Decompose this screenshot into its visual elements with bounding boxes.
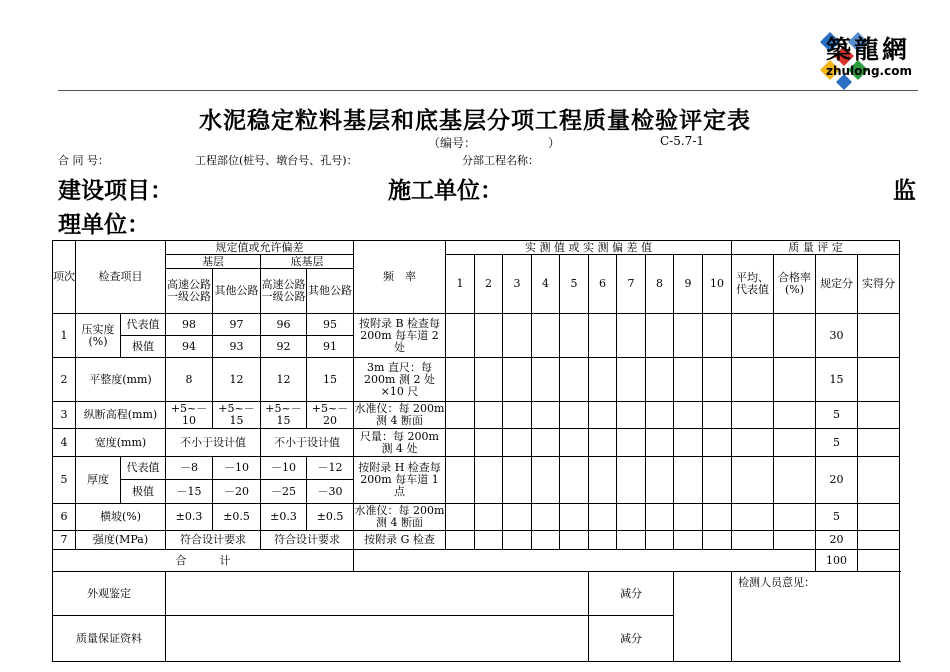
measure-cell[interactable] [475,531,503,550]
quality-header: 质 量 评 定 [732,241,900,255]
value-cell: ±0.5 [307,504,354,531]
measure-cell[interactable] [703,504,732,531]
value-cell: 不小于设计值 [261,429,354,457]
measure-cell[interactable] [674,429,703,457]
quality-table [52,240,900,662]
measure-cell[interactable] [617,314,646,358]
measure-cell[interactable] [560,314,589,358]
row-spec-score: 5 [816,429,858,457]
measure-cell[interactable] [589,531,617,550]
col-5-header: 5 [560,255,589,314]
measure-cell[interactable] [503,504,532,531]
measure-cell[interactable] [532,457,560,504]
measure-cell[interactable] [475,402,503,429]
row-no: 1 [53,314,76,358]
measure-cell[interactable] [532,504,560,531]
measure-cell[interactable] [617,457,646,504]
row-spec-score: 15 [816,358,858,402]
value-cell: －30 [307,480,354,504]
measure-cell[interactable] [560,504,589,531]
actual-score-cell[interactable] [858,358,900,402]
actual-score-header: 实得分 [858,255,900,314]
row-no: 5 [53,457,76,504]
contract-no-label: 合 同 号： [58,154,109,167]
measure-cell[interactable] [589,429,617,457]
row-frequency: 按附录 H 检查每 200m 每车道 1 点 [354,457,446,504]
qa-docs-label: 质量保证资料 [53,616,166,662]
measure-cell[interactable] [475,429,503,457]
row-no: 2 [53,358,76,402]
table-row [53,457,900,480]
total-measure-cell[interactable] [354,550,816,572]
avg-cell[interactable] [732,402,774,429]
location-label: 工程部位(桩号、墩台号、孔号)： [195,154,358,167]
project-label: 建设项目： [58,177,173,204]
measure-cell[interactable] [503,531,532,550]
avg-cell[interactable] [732,314,774,358]
row-no: 7 [53,531,76,550]
header-rule [58,90,918,91]
frequency-header: 频 率 [354,241,446,314]
value-cell: 12 [213,358,261,402]
avg-cell[interactable] [732,504,774,531]
avg-cell[interactable] [732,358,774,402]
value-cell: －15 [166,480,213,504]
row-item: 厚度 [76,457,121,504]
value-cell: +5~－15 [261,402,307,429]
measure-cell[interactable] [589,358,617,402]
pass-rate-cell[interactable] [774,402,816,429]
measure-cell[interactable] [503,402,532,429]
row-sub: 代表值 [121,314,166,336]
measure-cell[interactable] [446,402,475,429]
total-label: 合 计 [53,550,354,572]
measure-cell[interactable] [674,457,703,504]
contractor-label: 施工单位： [388,177,503,204]
row-spec-score: 20 [816,531,858,550]
row-item: 压实度(%) [76,314,121,358]
value-cell: +5~－15 [213,402,261,429]
row-sub: 极值 [121,480,166,504]
col-3-header: 3 [503,255,532,314]
value-cell: －12 [307,457,354,480]
appearance-cell[interactable] [166,572,589,616]
value-cell: 15 [307,358,354,402]
avg-cell[interactable] [732,457,774,504]
total-actual-cell[interactable] [858,550,900,572]
row-sub: 极值 [121,336,166,358]
table-row [53,504,900,531]
measure-cell[interactable] [646,402,674,429]
measure-cell[interactable] [703,314,732,358]
total-score: 100 [816,550,858,572]
row-frequency: 按附录 G 检查 [354,531,446,550]
measure-cell[interactable] [646,504,674,531]
subbase-header: 底基层 [261,255,354,269]
value-cell: －25 [261,480,307,504]
measure-cell[interactable] [532,402,560,429]
measure-cell[interactable] [646,531,674,550]
actual-score-cell[interactable] [858,504,900,531]
measure-cell[interactable] [446,358,475,402]
table-row [53,402,900,429]
measure-cell[interactable] [475,314,503,358]
base-other-header: 其他公路 [213,269,261,314]
measure-cell[interactable] [617,504,646,531]
avg-cell[interactable] [732,531,774,550]
col-4-header: 4 [532,255,560,314]
measure-cell[interactable] [703,457,732,504]
number-close: ） [548,136,561,150]
measure-cell[interactable] [646,314,674,358]
value-cell: 12 [261,358,307,402]
row-item: 横坡(%) [76,504,166,531]
value-cell: －20 [213,480,261,504]
table-row [53,358,900,402]
measure-cell[interactable] [560,531,589,550]
measure-cell[interactable] [503,358,532,402]
measure-cell[interactable] [617,402,646,429]
item-no-header: 项次 [53,241,76,314]
actual-score-cell[interactable] [858,402,900,429]
value-cell: ±0.3 [261,504,307,531]
qa-docs-cell[interactable] [166,616,589,662]
pass-rate-cell[interactable] [774,531,816,550]
measure-cell[interactable] [503,429,532,457]
measure-cell[interactable] [446,429,475,457]
measure-cell[interactable] [532,531,560,550]
total-row [53,550,900,572]
row-frequency: 水准仪：每 200m 测 4 断面 [354,504,445,529]
supervisor-label-part2: 理单位： [58,211,150,238]
pass-rate-header: 合格率(%) [774,255,816,314]
col-8-header: 8 [646,255,674,314]
measure-cell[interactable] [617,358,646,402]
actual-score-cell[interactable] [858,314,900,358]
measure-cell[interactable] [532,358,560,402]
measure-cell[interactable] [475,504,503,531]
col-9-header: 9 [674,255,703,314]
avg-header: 平均、代表值 [732,255,774,314]
value-cell: 符合设计要求 [166,531,261,550]
measure-cell[interactable] [503,457,532,504]
measure-cell[interactable] [532,314,560,358]
measure-cell[interactable] [674,402,703,429]
table-row [53,531,900,550]
logo-name: 築龍網 [826,35,911,64]
measure-cell[interactable] [646,358,674,402]
tolerance-header: 规定值或允许偏差 [166,241,354,255]
measure-cell[interactable] [703,429,732,457]
measure-cell[interactable] [560,429,589,457]
value-cell: ±0.5 [213,504,261,531]
value-cell: 94 [166,336,213,358]
subbase-other-header: 其他公路 [307,269,354,314]
row-frequency: 按附录 B 检查每 200m 每车道 2 处 [354,314,446,358]
row-item: 强度(MPa) [76,531,166,550]
base-highway-header: 高速公路一级公路 [166,269,213,314]
logo-url: zhulong.com [826,64,912,78]
check-item-header: 检查项目 [76,241,166,314]
actual-score-cell[interactable] [858,429,900,457]
value-cell: 96 [261,314,307,336]
measure-cell[interactable] [446,314,475,358]
value-cell: 93 [213,336,261,358]
measure-cell[interactable] [646,429,674,457]
pass-rate-cell[interactable] [774,504,816,531]
pass-rate-cell[interactable] [774,314,816,358]
value-cell: －8 [166,457,213,480]
page-title: 水泥稳定粒料基层和底基层分项工程质量检验评定表 [199,107,751,134]
table-row [53,314,900,336]
measure-cell[interactable] [674,358,703,402]
value-cell: －10 [261,457,307,480]
value-cell: 91 [307,336,354,358]
col-6-header: 6 [589,255,617,314]
row-spec-score: 5 [816,504,858,531]
measure-cell[interactable] [446,504,475,531]
row-spec-score: 5 [816,402,858,429]
row-frequency: 水准仪：每 200m 测 4 断面 [354,402,445,427]
row-no: 4 [53,429,76,457]
measure-cell[interactable] [475,457,503,504]
row-spec-score: 20 [816,457,858,504]
measure-cell[interactable] [674,504,703,531]
col-2-header: 2 [475,255,503,314]
table-row [53,429,900,457]
row-no: 3 [53,402,76,429]
value-cell: +5~－20 [307,402,354,429]
measure-cell[interactable] [560,358,589,402]
col-10-header: 10 [703,255,732,314]
row-spec-score: 30 [816,314,858,358]
measure-cell[interactable] [446,531,475,550]
value-cell: －10 [213,457,261,480]
value-cell: 92 [261,336,307,358]
pass-rate-cell[interactable] [774,457,816,504]
measure-cell[interactable] [446,457,475,504]
value-cell: +5~－10 [166,402,213,429]
value-cell: 符合设计要求 [261,531,354,550]
col-7-header: 7 [617,255,646,314]
subproject-label: 分部工程名称： [462,154,539,167]
number-label: （编号： [428,136,477,150]
measure-cell[interactable] [560,402,589,429]
appearance-label: 外观鉴定 [53,572,166,616]
deduct-cell[interactable] [674,572,732,662]
spec-score-header: 规定分 [816,255,858,314]
measure-cell[interactable] [617,429,646,457]
row-no: 6 [53,504,76,531]
subbase-highway-header: 高速公路一级公路 [261,269,307,314]
measure-cell[interactable] [475,358,503,402]
measure-cell[interactable] [532,429,560,457]
measure-cell[interactable] [589,402,617,429]
measure-cell[interactable] [703,531,732,550]
actual-score-cell[interactable] [858,531,900,550]
value-cell: ±0.3 [166,504,213,531]
row-sub: 代表值 [121,457,166,480]
measure-cell[interactable] [503,314,532,358]
measure-cell[interactable] [589,314,617,358]
value-cell: 97 [213,314,261,336]
measure-cell[interactable] [674,531,703,550]
measure-cell[interactable] [589,457,617,504]
pass-rate-cell[interactable] [774,429,816,457]
measure-cell[interactable] [703,402,732,429]
measure-cell[interactable] [646,457,674,504]
row-item: 平整度(mm) [76,358,166,402]
deduct-label-2: 减分 [589,616,674,662]
avg-cell[interactable] [732,429,774,457]
appearance-row [53,572,900,616]
value-cell: 8 [166,358,213,402]
measured-header: 实 测 值 或 实 测 偏 差 值 [446,241,732,255]
form-id: C-5.7-1 [660,134,705,148]
deduct-label-1: 减分 [589,572,674,616]
supervisor-label-part1: 监 [893,177,916,204]
col-1-header: 1 [446,255,475,314]
base-header: 基层 [166,255,261,269]
measure-cell[interactable] [703,358,732,402]
measure-cell[interactable] [560,457,589,504]
pass-rate-cell[interactable] [774,358,816,402]
measure-cell[interactable] [674,314,703,358]
row-frequency: 3m 直尺：每 200m 测 2 处×10 尺 [354,358,446,402]
measure-cell[interactable] [589,504,617,531]
row-item: 宽度(mm) [76,429,166,457]
inspector-opinion[interactable]: 检测人员意见： [732,572,900,662]
row-frequency: 尺量：每 200m 测 4 处 [354,429,446,457]
measure-cell[interactable] [617,531,646,550]
row-item: 纵断高程(mm) [76,402,166,429]
actual-score-cell[interactable] [858,457,900,504]
value-cell: 不小于设计值 [166,429,261,457]
value-cell: 98 [166,314,213,336]
value-cell: 95 [307,314,354,336]
